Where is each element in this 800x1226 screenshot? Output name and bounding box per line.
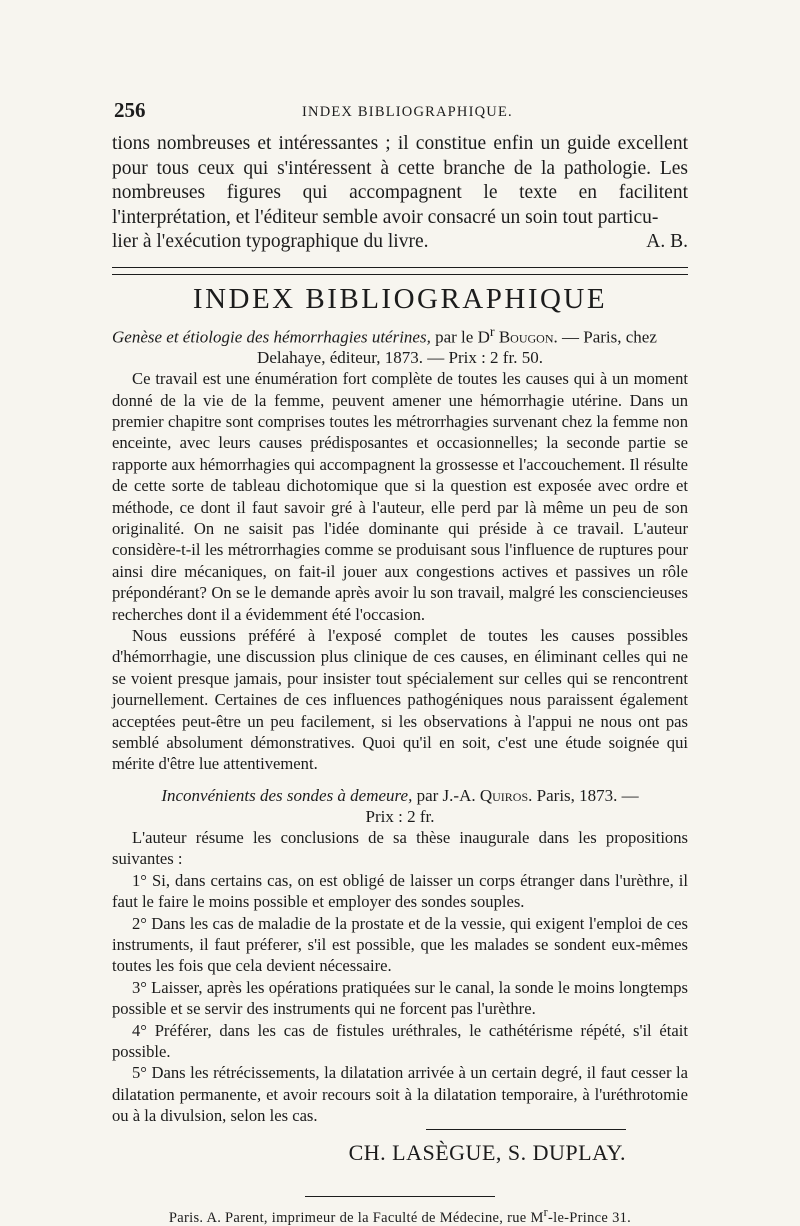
entry-1-dr-sup: r	[489, 323, 495, 340]
entry-2-body	[112, 827, 688, 1127]
bibliography-entry-1	[112, 322, 688, 775]
intro-paragraph	[112, 132, 688, 255]
running-head: INDEX BIBLIOGRAPHIQUE.	[302, 104, 513, 120]
entry-1-title: Genèse et étiologie des hémorrhagies utérines,	[112, 327, 431, 347]
signature: CH. LASÈGUE, S. DUPLAY.	[348, 1139, 626, 1165]
entry-2-place-date: . Paris, 1873. —	[528, 785, 639, 805]
entry-1-paragraph-1: Ce travail est une énumération fort complète de toutes les causes qui à un moment donné de la vie de la femme, peuvent amener une hémorrhagie utérine. Dans un premier chapitre sont comprises toutes les métrorrhagies survenant chez la femme non enceinte, avec leurs causes prédisposantes et occasionnelles; la seconde partie se rapporte aux hémorrhagies qui accompagnent la grossesse et l'accouchement. Il résulte de cette sorte de tableau dichotomique que si la question est exposée avec ordre et méthode, ce dont il faut savoir gré à l'auteur, elle perd par là même un peu de son originalité. On ne saisit pas l'idée dominante qui préside à ce travail. L'auteur considère-t-il les métrorrhagies comme se produisant sous l'influence de ruptures pour ainsi dire mécaniques, on fait-il jouer aux congestions actives et passives un rôle prépondérant? On se le demande après avoir lu son travail, malgré les consciencieuses recherches dont il a évidemment été l'occasion.	[112, 369, 688, 624]
entry-2-proposition-3: 3° Laisser, après les opérations pratiquées sur le canal, la sonde le moins longtemps possible et se servir des instruments qui ne forcent pas l'urèthre.	[112, 977, 688, 1019]
entry-2-title: Inconvénients des sondes à demeure,	[161, 785, 413, 805]
section-divider	[112, 267, 688, 275]
imprint-text-end: -le-Prince 31.	[547, 1209, 632, 1226]
entry-2-paragraph-intro: L'auteur résume les conclusions de sa thèse inaugurale dans les propositions suivantes :	[112, 827, 688, 869]
signature-rule	[426, 1129, 626, 1130]
entry-1-author: Bougon	[498, 327, 554, 347]
entry-2-author: Quiros	[479, 785, 529, 805]
entry-2-price: Prix : 2 fr.	[365, 806, 435, 826]
entry-2-heading	[112, 785, 688, 806]
page-number: 256	[114, 98, 146, 122]
entry-1-by: par le D	[435, 327, 490, 347]
entry-2-proposition-2: 2° Dans les cas de maladie de la prostate et de la vessie, qui exigent l'emploi de ces instruments, il faut préferer, s'il est possible, que les malades se sondent eux-mêmes toutes les fois que cela devient nécessaire.	[112, 913, 688, 976]
entry-1-paragraph-2: Nous eussions préféré à l'exposé complet de toutes les causes possibles d'hémorrhagie, une discussion plus clinique de ces causes, en éliminant celles qui ne se voient presque jamais, pour insister tout spécialement sur celles qui se rencontrent journellement. Certaines de ces influences pathogéniques nous paraissent également acceptées peut-être un peu facilement, si les observations à l'appui ne nous ont pas semblé absolument démonstratives. Quoi qu'il en soit, c'est une étude soignée qui mérite d'être lue attentivement.	[112, 626, 688, 774]
printer-imprint	[112, 1205, 688, 1226]
imprint-text: Paris. A. Parent, imprimeur de la Faculté de Médecine, rue M	[168, 1209, 544, 1226]
entry-2-by: par J.-A.	[416, 785, 476, 805]
imprint-sup: r	[543, 1204, 548, 1219]
entry-2-proposition-4: 4° Préférer, dans les cas de fistules uréthrales, le cathétérisme répété, s'il était possible.	[112, 1020, 688, 1061]
intro-text: tions nombreuses et intéressantes ; il constitue enfin un guide excellent pour tous ceux qui s'intéressent à cette branche de la pathologie. Les nombreuses figures qui accompagnent le texte en facilitent l'interprétation, et l'éditeur semble avoir consacré un soin tout particu-	[112, 133, 688, 228]
entry-1-publisher-line: Delahaye, éditeur, 1873. — Prix : 2 fr. 50.	[257, 348, 543, 368]
entry-2-proposition-5: 5° Dans les rétrécissements, la dilatation arrivée à un certain degré, il faut cesser la dilatation permanente, et avoir recours soit à la dilatation temporaire, à l'uréthrotomie ou à la divulsion, selon les cas.	[112, 1063, 688, 1126]
footer-rule	[305, 1196, 495, 1197]
section-title: INDEX BIBLIOGRAPHIQUE	[192, 282, 608, 315]
bibliography-entry-2	[112, 785, 688, 1127]
intro-last-line	[112, 230, 688, 255]
entry-1-publisher-1: . — Paris, chez	[553, 327, 657, 347]
entry-1-heading	[112, 322, 688, 348]
page-header	[112, 98, 688, 132]
reviewer-initials: A. B.	[646, 231, 688, 252]
entry-2-proposition-1: 1° Si, dans certains cas, on est obligé de laisser un corps étranger dans l'urèthre, il faut le faire le moins possible et employer des sondes souples.	[112, 870, 688, 912]
intro-last-line-text: lier à l'exécution typographique du livre.	[112, 231, 429, 252]
entry-1-body	[112, 368, 688, 775]
